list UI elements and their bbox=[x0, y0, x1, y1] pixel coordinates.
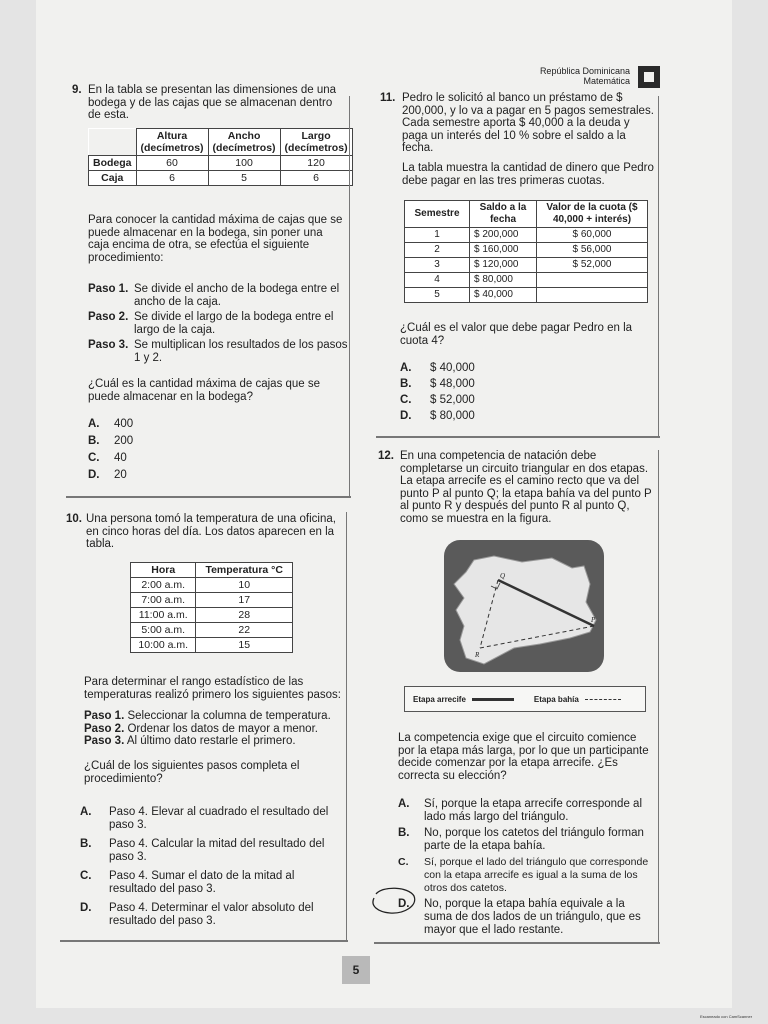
answer-option-b[interactable] bbox=[88, 435, 288, 448]
table-cell: 10 bbox=[196, 578, 293, 593]
answer-option-d[interactable] bbox=[400, 410, 600, 423]
point-q-label: Q bbox=[500, 572, 506, 580]
table-header: Saldo a la fecha bbox=[470, 201, 537, 228]
table-row bbox=[405, 228, 648, 243]
row-label: Bodega bbox=[89, 156, 137, 171]
q10-table bbox=[130, 562, 293, 653]
step-label: Paso 1. bbox=[84, 710, 125, 722]
table-cell: 17 bbox=[196, 593, 293, 608]
option-letter: D. bbox=[398, 898, 410, 910]
option-text: 40 bbox=[114, 452, 127, 464]
option-letter: C. bbox=[80, 870, 92, 882]
legend-bay-line bbox=[585, 699, 621, 700]
q9-options bbox=[88, 418, 288, 482]
option-letter: A. bbox=[88, 418, 100, 430]
table-cell: 15 bbox=[196, 638, 293, 653]
table-cell: $ 160,000 bbox=[470, 243, 537, 258]
table-header: Largo (decímetros) bbox=[280, 129, 352, 156]
option-text: $ 80,000 bbox=[430, 410, 475, 422]
table-cell: $ 80,000 bbox=[470, 273, 537, 288]
table-row bbox=[89, 171, 353, 186]
table-cell: 5 bbox=[208, 171, 280, 186]
step-label: Paso 2. bbox=[84, 722, 125, 735]
answer-option-d[interactable] bbox=[398, 898, 656, 937]
table-row bbox=[405, 288, 648, 303]
q12-question: La competencia exige que el circuito comience por la etapa más larga, por lo que un participante decide comenzar por la etapa arrecife. ¿Es correcta su elección? bbox=[398, 732, 649, 782]
header-country: República Dominicana bbox=[539, 66, 630, 76]
q9-text: En la tabla se presentan las dimensiones de una bodega y de las cajas que se almacenan dentro de esta. bbox=[88, 84, 337, 121]
step-label: Paso 3. bbox=[88, 339, 129, 351]
q9-number: 9. bbox=[72, 84, 82, 96]
point-r-label: R bbox=[475, 651, 480, 659]
q12-options bbox=[398, 798, 656, 937]
table-header: Valor de la cuota ($ 40,000 + interés) bbox=[537, 201, 648, 228]
step-item bbox=[88, 311, 348, 336]
table-cell: $ 40,000 bbox=[470, 288, 537, 303]
page-number: 5 bbox=[342, 956, 370, 984]
step-item bbox=[84, 710, 346, 723]
q9-steps bbox=[88, 283, 348, 364]
header-subject: Matemática bbox=[583, 76, 630, 86]
table-cell: 6 bbox=[136, 171, 208, 186]
point-p-label: P bbox=[591, 616, 596, 624]
option-text: Paso 4. Elevar al cuadrado el resultado del paso 3. bbox=[109, 806, 329, 831]
step-item bbox=[88, 283, 348, 308]
option-text: Paso 4. Determinar el valor absoluto del resultado del paso 3. bbox=[109, 902, 314, 927]
table-row bbox=[131, 638, 293, 653]
answer-option-d[interactable] bbox=[80, 902, 344, 928]
q11-divider bbox=[376, 436, 660, 438]
q10-number: 10. bbox=[66, 513, 82, 525]
option-text: Sí, porque la etapa arrecife corresponde al lado más largo del triángulo. bbox=[424, 798, 642, 823]
q10-divider bbox=[60, 940, 348, 942]
scanner-footer: Escaneado con CamScanner bbox=[700, 1014, 753, 1019]
step-item bbox=[84, 735, 346, 748]
q12-statement bbox=[378, 450, 656, 525]
table-cell: 10:00 a.m. bbox=[131, 638, 196, 653]
page-header bbox=[500, 66, 630, 86]
answer-option-c[interactable] bbox=[80, 870, 344, 896]
table-row bbox=[131, 578, 293, 593]
option-letter: A. bbox=[80, 806, 92, 818]
step-label: Paso 1. bbox=[88, 283, 129, 295]
table-row bbox=[131, 623, 293, 638]
table-cell bbox=[537, 288, 648, 303]
table-row bbox=[405, 201, 648, 228]
answer-option-a[interactable] bbox=[398, 798, 656, 824]
table-cell: 11:00 a.m. bbox=[131, 608, 196, 623]
table-cell: 2:00 a.m. bbox=[131, 578, 196, 593]
q9-intro: Para conocer la cantidad máxima de cajas que se puede almacenar en la bodega, sin poner una caja encima de otra, se efectúa el siguiente procedimiento: bbox=[88, 214, 343, 264]
option-letter: B. bbox=[398, 827, 410, 839]
answer-option-b[interactable] bbox=[400, 378, 600, 391]
q10-options bbox=[80, 806, 344, 928]
table-header: Semestre bbox=[405, 201, 470, 228]
q11-side-rule bbox=[658, 96, 659, 438]
table-cell: $ 200,000 bbox=[470, 228, 537, 243]
table-cell: 22 bbox=[196, 623, 293, 638]
option-text: Paso 4. Calcular la mitad del resultado del paso 3. bbox=[109, 838, 325, 863]
q10-intro: Para determinar el rango estadístico de las temperaturas realizó primero los siguientes pasos: bbox=[84, 676, 341, 701]
option-text: No, porque la etapa bahía equivale a la suma de dos lados de un triángulo, que es mayor que el lado restante. bbox=[424, 898, 641, 936]
table-cell: 120 bbox=[280, 156, 352, 171]
q11-intro: La tabla muestra la cantidad de dinero que Pedro debe pagar en las tres primeras cuotas. bbox=[402, 162, 654, 187]
option-letter: D. bbox=[80, 902, 92, 914]
step-label: Paso 2. bbox=[88, 311, 129, 323]
q10-question: ¿Cuál de los siguientes pasos completa el procedimiento? bbox=[84, 760, 300, 785]
option-letter: A. bbox=[398, 798, 410, 810]
table-cell: 5:00 a.m. bbox=[131, 623, 196, 638]
table-cell: 100 bbox=[208, 156, 280, 171]
step-text: Se multiplican los resultados de los pasos 1 y 2. bbox=[134, 339, 348, 364]
table-row bbox=[131, 593, 293, 608]
step-label: Paso 3. bbox=[84, 735, 125, 747]
table-row bbox=[89, 129, 353, 156]
table-cell: $ 56,000 bbox=[537, 243, 648, 258]
q12-divider bbox=[374, 942, 660, 944]
table-cell: $ 52,000 bbox=[537, 258, 648, 273]
option-letter: B. bbox=[400, 378, 412, 390]
answer-option-a[interactable] bbox=[88, 418, 288, 431]
option-text: 400 bbox=[114, 418, 134, 430]
option-letter: C. bbox=[398, 856, 409, 868]
option-text: 20 bbox=[114, 469, 127, 481]
q9-table bbox=[88, 128, 353, 186]
table-header: Ancho (decímetros) bbox=[208, 129, 280, 156]
table-cell: 5 bbox=[405, 288, 470, 303]
option-text: $ 48,000 bbox=[430, 378, 475, 390]
q9-divider bbox=[66, 496, 351, 498]
option-letter: C. bbox=[88, 452, 100, 464]
q11-table bbox=[404, 200, 648, 303]
option-letter: D. bbox=[400, 410, 412, 422]
table-cell bbox=[537, 273, 648, 288]
table-row bbox=[131, 608, 293, 623]
answer-option-b[interactable] bbox=[80, 838, 344, 864]
q10-side-rule bbox=[346, 512, 347, 942]
option-text: 200 bbox=[114, 435, 134, 447]
table-header: Temperatura °C bbox=[196, 563, 293, 578]
answer-option-b[interactable] bbox=[398, 827, 656, 853]
q12-side-rule bbox=[658, 450, 659, 944]
q9-side-rule bbox=[349, 96, 350, 498]
table-row bbox=[405, 258, 648, 273]
answer-option-c[interactable] bbox=[88, 452, 288, 465]
q12-number: 12. bbox=[378, 450, 394, 462]
table-header: Altura (decímetros) bbox=[136, 129, 208, 156]
option-letter: B. bbox=[80, 838, 92, 850]
table-cell: $ 60,000 bbox=[537, 228, 648, 243]
q12-text: En una competencia de natación debe completarse un circuito triangular en dos etapas. La etapa arrecife es el camino recto que va del punto P al punto Q; la etapa bahía va del punto P al punto R y después del punto R al punto Q, como se muestra en la figura. bbox=[400, 450, 652, 525]
legend-bay-label: Etapa bahía bbox=[533, 694, 579, 704]
table-cell: 6 bbox=[280, 171, 352, 186]
table-cell: 3 bbox=[405, 258, 470, 273]
option-letter: A. bbox=[400, 362, 412, 374]
table-header: Hora bbox=[131, 563, 196, 578]
option-text: Sí, porque el lado del triángulo que corresponde con la etapa arrecife es igual a la suma de los otros dos catetos. bbox=[424, 856, 649, 894]
q10-text: Una persona tomó la temperatura de una oficina, en cinco horas del día. Los datos aparecen en la tabla. bbox=[86, 513, 336, 550]
step-text: Al último dato restarle el primero. bbox=[126, 735, 296, 747]
answer-option-d[interactable] bbox=[88, 469, 288, 482]
q9-statement bbox=[72, 84, 348, 122]
table-cell: 7:00 a.m. bbox=[131, 593, 196, 608]
table-row bbox=[405, 273, 648, 288]
q11-number: 11. bbox=[380, 92, 396, 104]
row-label: Caja bbox=[89, 171, 137, 186]
option-text: Paso 4. Sumar el dato de la mitad al resultado del paso 3. bbox=[109, 870, 295, 895]
option-letter: C. bbox=[400, 394, 412, 406]
table-cell: 60 bbox=[136, 156, 208, 171]
step-item bbox=[84, 723, 346, 736]
swimming-circuit-figure bbox=[444, 540, 604, 672]
table-row bbox=[405, 243, 648, 258]
q11-text: Pedro le solicitó al banco un préstamo de $ 200,000, y lo va a pagar en 5 pagos semestrales. Cada semestre aporta $ 40,000 a la deuda y paga un interés del 10 % sobre el saldo a la fecha. bbox=[402, 92, 654, 154]
table-cell: 28 bbox=[196, 608, 293, 623]
answer-circle-mark bbox=[368, 884, 420, 916]
answer-option-c[interactable] bbox=[398, 856, 656, 895]
table-row bbox=[131, 563, 293, 578]
step-item bbox=[88, 339, 348, 364]
table-cell: $ 120,000 bbox=[470, 258, 537, 273]
table-row bbox=[89, 156, 353, 171]
legend-reef-line bbox=[472, 698, 514, 701]
option-text: $ 40,000 bbox=[430, 362, 475, 374]
step-text: Se divide el largo de la bodega entre el largo de la caja. bbox=[134, 311, 334, 336]
q9-question: ¿Cuál es la cantidad máxima de cajas que se puede almacenar en la bodega? bbox=[88, 378, 321, 403]
figure-legend bbox=[404, 686, 646, 712]
step-text: Seleccionar la columna de temperatura. bbox=[127, 710, 331, 722]
table-cell: 2 bbox=[405, 243, 470, 258]
answer-option-c[interactable] bbox=[400, 394, 600, 407]
option-text: $ 52,000 bbox=[430, 394, 475, 406]
table-corner bbox=[89, 129, 137, 156]
option-letter: B. bbox=[88, 435, 100, 447]
table-cell: 4 bbox=[405, 273, 470, 288]
table-cell: 1 bbox=[405, 228, 470, 243]
answer-option-a[interactable] bbox=[400, 362, 600, 375]
option-letter: D. bbox=[88, 469, 100, 481]
option-text: No, porque los catetos del triángulo forman parte de la etapa bahía. bbox=[424, 827, 644, 852]
legend-reef-label: Etapa arrecife bbox=[413, 694, 466, 704]
q11-options bbox=[400, 362, 600, 423]
step-text: Ordenar los datos de mayor a menor. bbox=[127, 722, 318, 735]
header-logo-icon bbox=[638, 66, 660, 88]
q11-question: ¿Cuál es el valor que debe pagar Pedro en la cuota 4? bbox=[400, 322, 633, 347]
q11-statement bbox=[380, 92, 656, 155]
step-text: Se divide el ancho de la bodega entre el ancho de la caja. bbox=[134, 283, 340, 308]
q10-statement bbox=[66, 513, 346, 551]
answer-option-a[interactable] bbox=[80, 806, 344, 832]
q10-steps bbox=[84, 710, 346, 748]
